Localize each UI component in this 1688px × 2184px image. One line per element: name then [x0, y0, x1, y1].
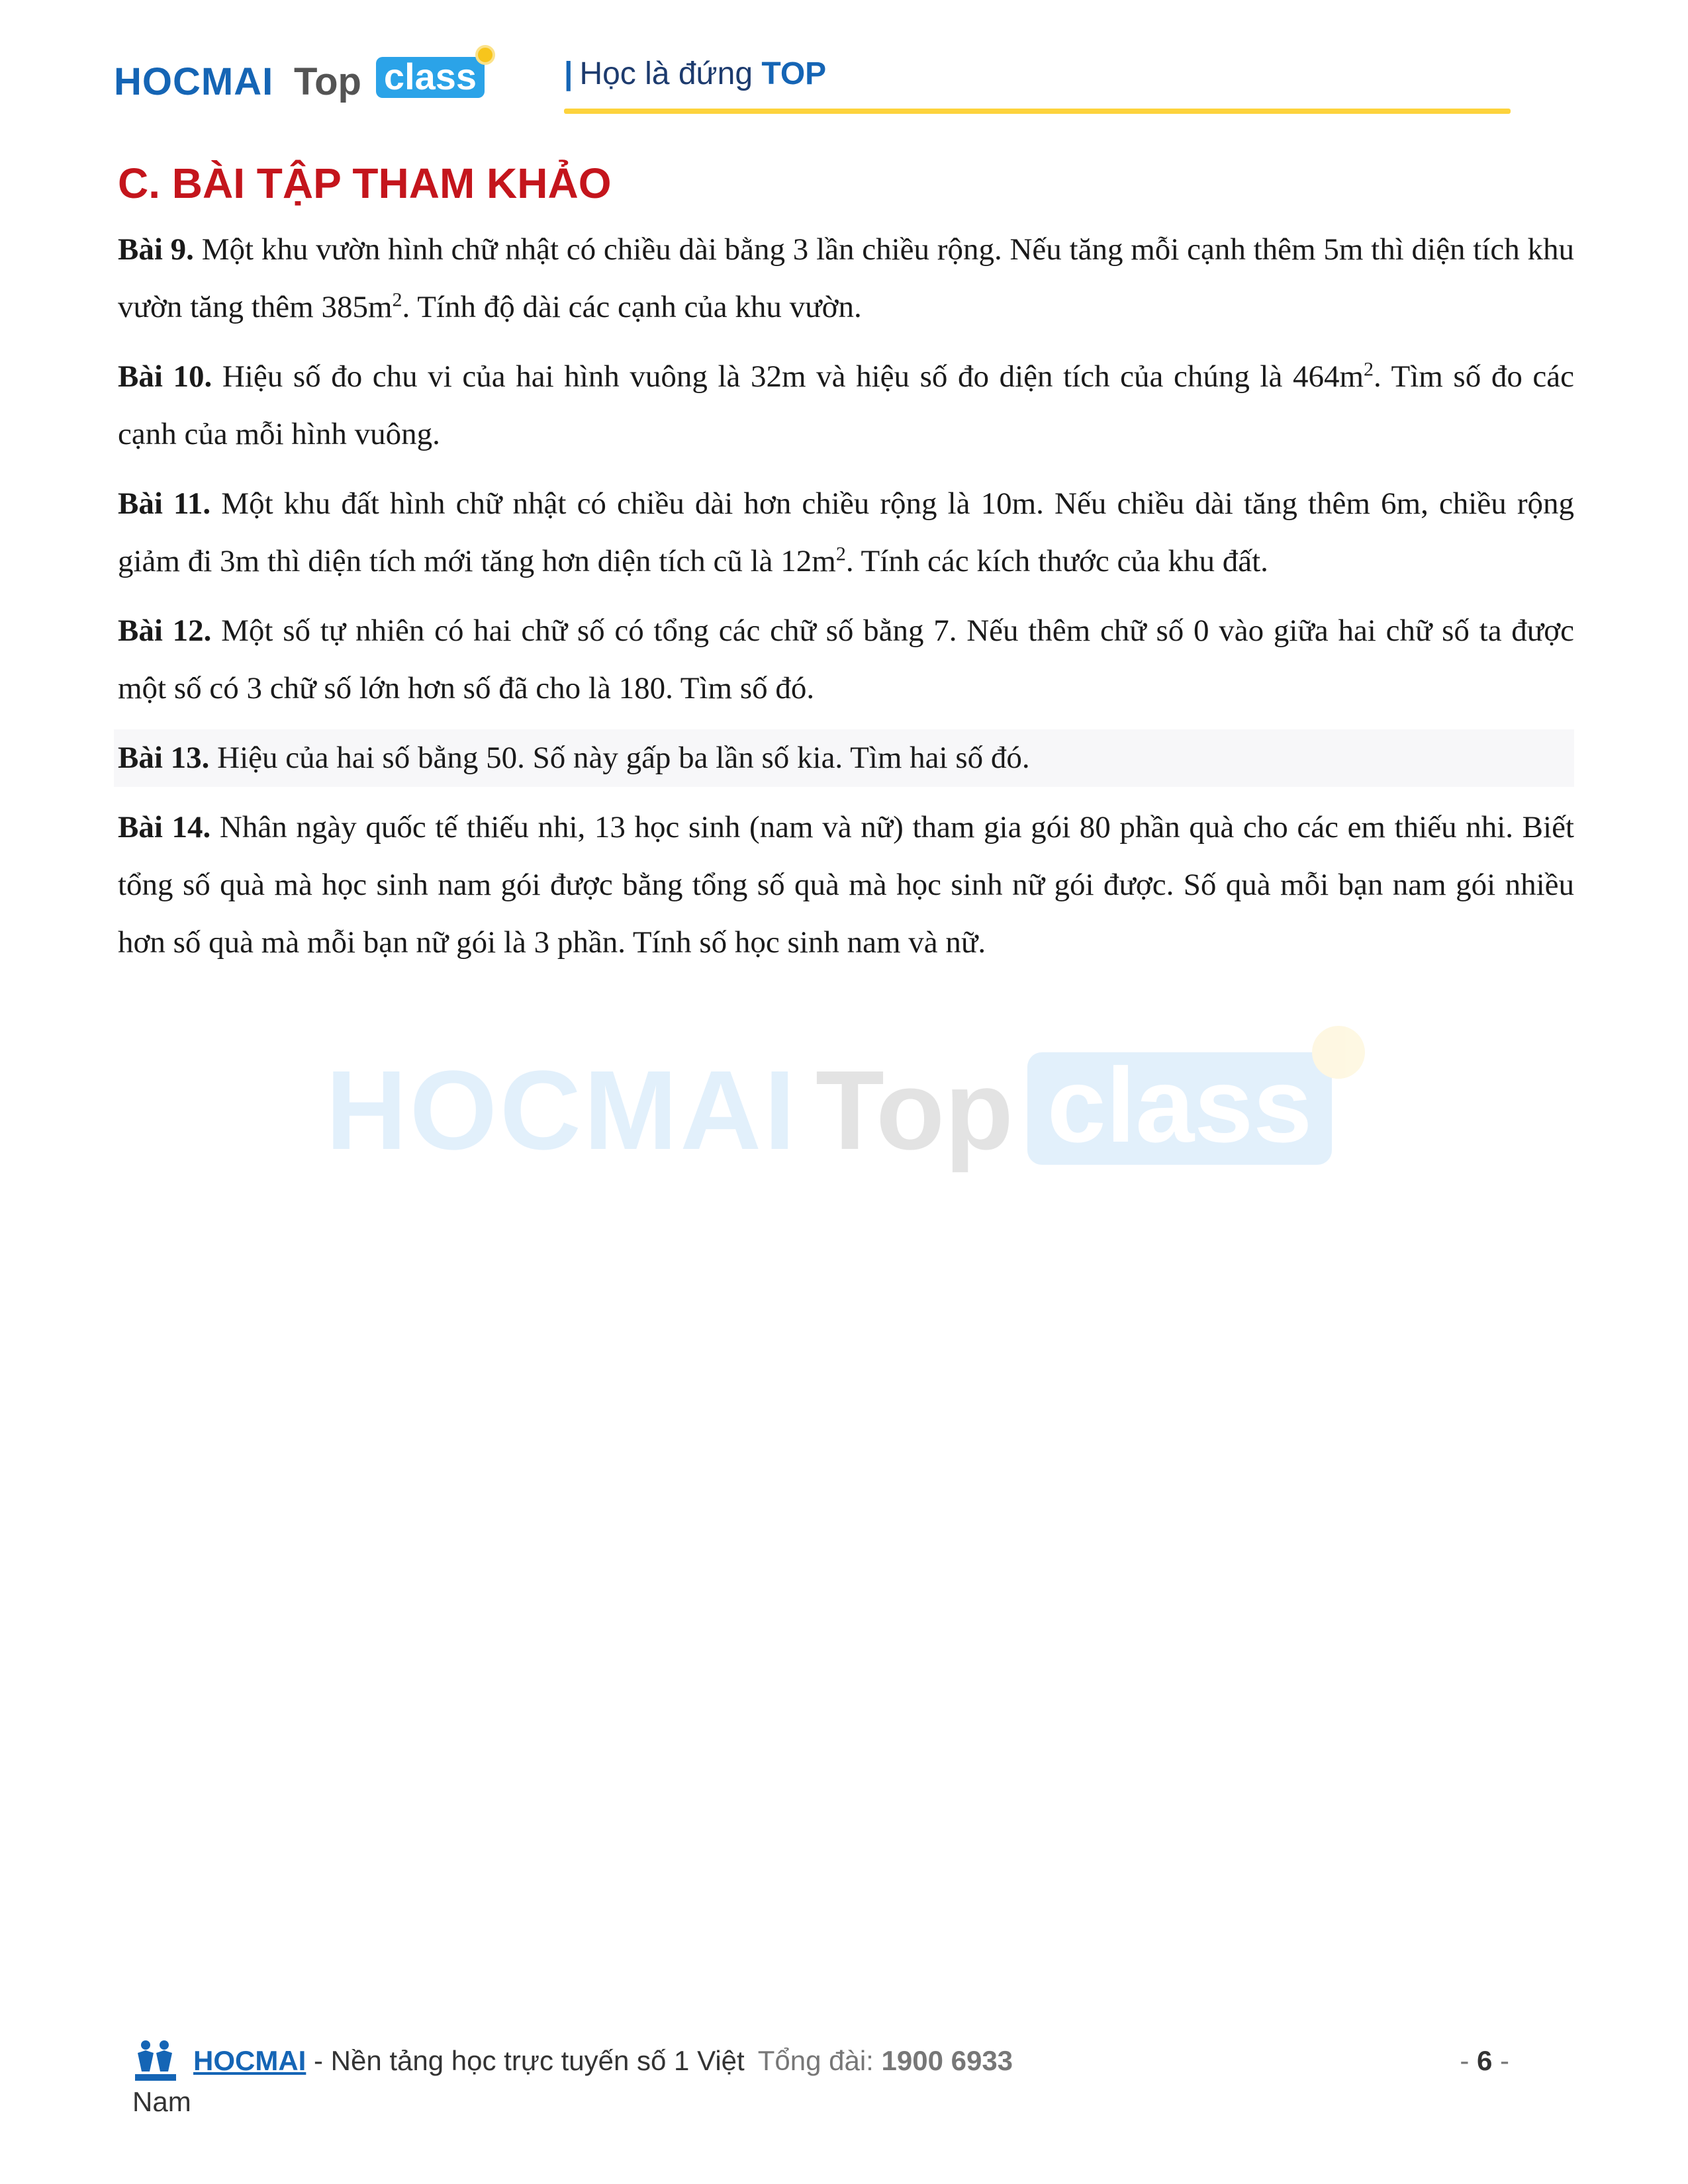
tagline-bar: |	[564, 56, 573, 91]
sun-icon	[475, 45, 495, 65]
page-number-prefix: -	[1460, 2045, 1477, 2076]
exercise-label: Bài 12.	[118, 614, 212, 648]
exercise-superscript: 2	[1364, 358, 1374, 381]
tagline-text: Học là đứng	[579, 56, 762, 91]
section-title: C. BÀI TẬP THAM KHẢO	[118, 159, 612, 207]
exercise-superscript: 2	[835, 543, 846, 565]
watermark-sun-icon	[1312, 1026, 1365, 1079]
footer-slogan: - Nền tảng học trực tuyến số 1 Việt	[306, 2045, 745, 2076]
page-number	[1460, 2045, 1509, 2077]
footer-hotline-label: Tổng đài:	[757, 2045, 882, 2076]
exercise-text: Nhân ngày quốc tế thiếu nhi, 13 học sinh (nam và nữ) tham gia gói 80 phần quà cho các em thiếu nhi. Biết tổng số quà mà học sinh nam gói được bằng tổng số quà mà học sinh nữ gói được. Số quà mỗi bạn nam gói nhiều hơn số quà mà mỗi bạn nữ gói là 3 phần. Tính số học sinh nam và nữ.	[118, 810, 1574, 960]
watermark-class: class	[1027, 1052, 1332, 1165]
header-divider	[564, 109, 1511, 114]
page-footer	[132, 2038, 1509, 2085]
header-tagline	[564, 56, 826, 92]
page-number-value: 6	[1476, 2045, 1493, 2076]
watermark-top: Top	[816, 1048, 1013, 1173]
page-number-suffix: -	[1492, 2045, 1509, 2076]
exercise-14	[118, 799, 1574, 972]
logo-top-text: Top	[294, 60, 361, 103]
exercise-text-end: . Tìm số đo các cạnh của mỗi hình vuông.	[118, 359, 1574, 451]
exercise-text: Một khu vườn hình chữ nhật có chiều dài bằng 3 lần chiều rộng. Nếu tăng mỗi cạnh thêm 5m thì diện tích khu vườn tăng thêm 385m	[118, 232, 1574, 324]
exercise-12	[118, 602, 1574, 717]
exercise-11	[118, 475, 1574, 590]
exercise-13	[114, 729, 1574, 787]
watermark-logo	[326, 1026, 1385, 1171]
exercise-text-end: . Tính độ dài các cạnh của khu vườn.	[402, 290, 862, 324]
hocmai-people-icon	[132, 2038, 179, 2083]
footer-brand-link[interactable]: HOCMAI	[193, 2045, 306, 2076]
exercise-text: Hiệu số đo chu vi của hai hình vuông là 32m và hiệu số đo diện tích của chúng là 464m	[212, 359, 1364, 394]
exercise-list	[118, 221, 1574, 983]
watermark-hocmai: HOCMAI	[326, 1048, 798, 1173]
footer-wrap-text: Nam	[132, 2086, 191, 2117]
exercise-label: Bài 10.	[118, 359, 212, 394]
logo-hocmai-text: HOCMAI	[114, 60, 274, 103]
exercise-superscript: 2	[392, 289, 402, 311]
exercise-text: Hiệu của hai số bằng 50. Số này gấp ba lần số kia. Tìm hai số đó.	[209, 741, 1030, 775]
exercise-label: Bài 11.	[118, 486, 211, 521]
exercise-text-end: . Tính các kích thước của khu đất.	[845, 544, 1268, 578]
footer-hotline: 1900 6933	[881, 2045, 1013, 2076]
exercise-label: Bài 13.	[118, 741, 210, 775]
exercise-text: Một số tự nhiên có hai chữ số có tổng các chữ số bằng 7. Nếu thêm chữ số 0 vào giữa hai chữ số ta được một số có 3 chữ số lớn hơn số đã cho là 180. Tìm số đó.	[118, 614, 1574, 705]
tagline-top: TOP	[761, 56, 827, 91]
exercise-10	[118, 348, 1574, 463]
exercise-label: Bài 14.	[118, 810, 211, 844]
logo-class-badge: class	[376, 57, 485, 98]
footer-text	[193, 2045, 1013, 2077]
exercise-label: Bài 9.	[118, 232, 194, 267]
exercise-text: Một khu đất hình chữ nhật có chiều dài hơn chiều rộng là 10m. Nếu chiều dài tăng thêm 6m, chiều rộng giảm đi 3m thì diện tích mới tăng hơn diện tích cũ là 12m	[118, 486, 1574, 578]
exercise-9	[118, 221, 1574, 336]
